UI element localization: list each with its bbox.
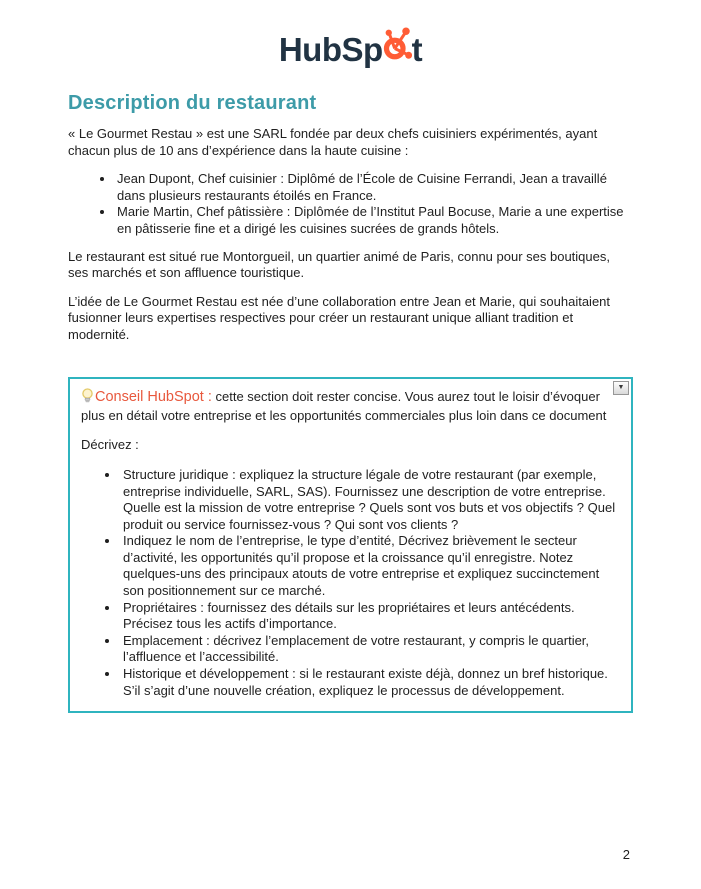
- idea-paragraph: L’idée de Le Gourmet Restau est née d’une collaboration entre Jean et Marie, qui souhaitaient fusionner leurs expertises respectives pour créer un restaurant unique alliant tradition et modernité.: [68, 293, 611, 342]
- callout-label: Conseil HubSpot :: [95, 388, 212, 405]
- hubspot-sprocket-icon: [382, 26, 412, 67]
- callout-intro-text: cette section doit rester concise. Vous aurez tout le loisir d’évoquer plus en détail votre entreprise et les opportunités commerciales plus loin dans ce document: [81, 388, 607, 424]
- hubspot-logo: [0, 0, 701, 66]
- logo-text-right: t: [411, 31, 423, 68]
- intro-paragraph: « Le Gourmet Restau » est une SARL fondée par deux chefs cuisiniers expérimentés, ayant chacun plus de 10 ans d’expérience dans la haute cuisine :: [68, 126, 598, 158]
- location-paragraph: Le restaurant est situé rue Montorgueil, un quartier animé de Paris, connu pour ses boutiques, ses marchés et son affluence touristique.: [68, 248, 610, 281]
- list-item-emplacement: • Emplacement : décrivez l’emplacement de votre restaurant, y compris le quartier, l’affluence et l’accessibilité.: [120, 633, 621, 666]
- list-item-chef-jean: • Jean Dupont, Chef cuisinier : Diplômé de l’École de Cuisine Ferrandi, Jean a travaillé dans plusieurs restaurants étoilés en France.: [115, 171, 633, 204]
- list-item-nom-entreprise: • Indiquez le nom de l’entreprise, le type d’entité, Décrivez brièvement le secteur d’activité, les opportunités qu’il propose et la croissance qu’il enregistre. Notez quelques-uns des principaux atouts de votre entreprise et expliquez succinctement son positionnement sur ce marché.: [120, 533, 621, 599]
- logo-text-left: HubSp: [278, 31, 383, 68]
- hubspot-tip-callout: [68, 377, 633, 714]
- list-item-chef-marie: • Marie Martin, Chef pâtissière : Diplômée de l’Institut Paul Bocuse, Marie a une expertise en pâtisserie fine et a dirigé les cuisines sucrées de grands hôtels.: [115, 204, 633, 237]
- lightbulb-icon: [81, 388, 94, 409]
- describe-label: Décrivez :: [81, 437, 139, 453]
- callout-list: [81, 467, 621, 699]
- page-title: Description du restaurant: [68, 92, 317, 114]
- list-item-proprietaires: • Propriétaires : fournissez des détails sur les propriétaires et leurs antécédents. Précisez tous les actifs d’importance.: [120, 600, 621, 633]
- chevron-down-icon: ▼: [617, 384, 625, 392]
- page-number: 2: [622, 847, 630, 862]
- list-item-historique: • Historique et développement : si le restaurant existe déjà, donnez un bref historique. S’il s’agit d’une nouvelle création, expliquez le processus de développement.: [120, 666, 621, 699]
- chef-list: [68, 171, 633, 237]
- document-body: [68, 92, 633, 713]
- list-item-structure-juridique: • Structure juridique : expliquez la structure légale de votre restaurant (par exemple, entreprise individuelle, SARL, SAS). Fournissez une description de votre entreprise. Quelle est la mission de votre entreprise ? Quels sont vos buts et vos objectifs ? Quel produit ou service fournissez-vous ? Qui sont vos clients ?: [120, 467, 621, 533]
- callout-dropdown-button[interactable]: [613, 381, 629, 395]
- callout-intro: [81, 388, 621, 426]
